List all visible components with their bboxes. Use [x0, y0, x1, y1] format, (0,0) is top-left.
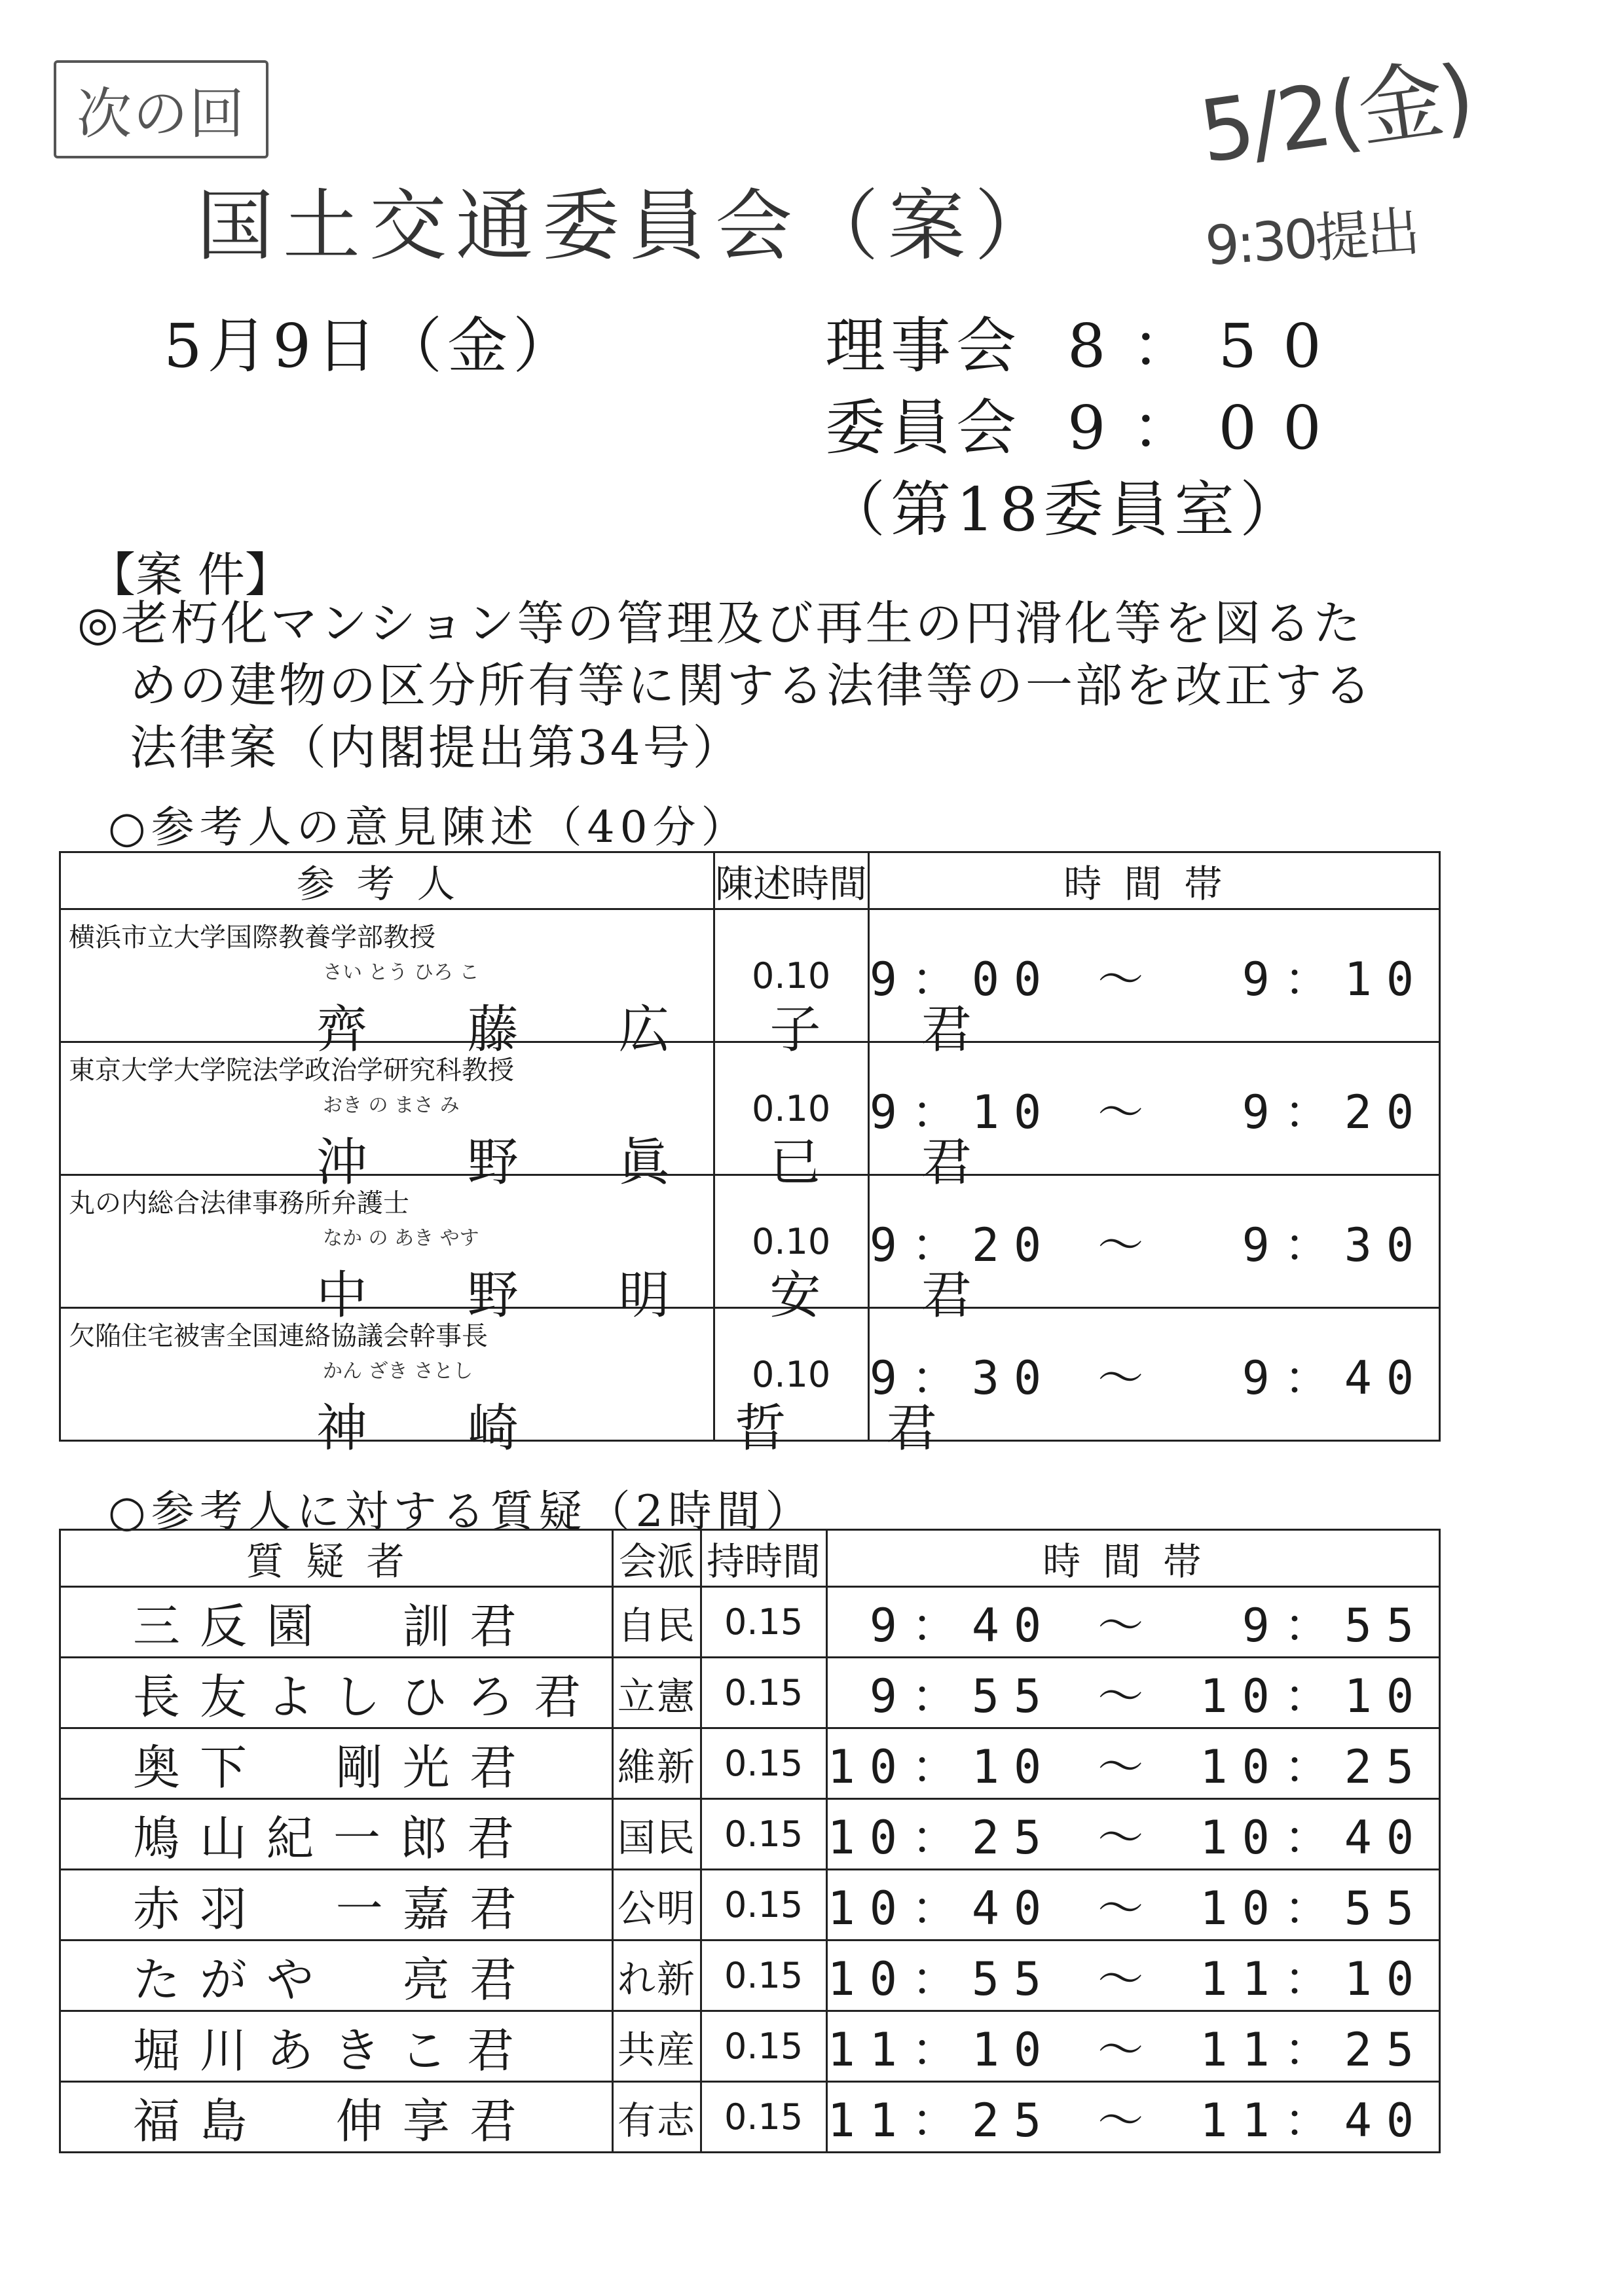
- time-slot: 11：25 ～ 11：40: [826, 2082, 1439, 2153]
- allotted-time: 0.15: [701, 2082, 826, 2153]
- meeting-room: （第18委員室）: [825, 475, 1306, 545]
- table-header-row: [60, 1530, 1440, 1587]
- column-header: 陳述時間: [714, 852, 868, 909]
- allotted-time: 0.15: [701, 1587, 826, 1658]
- witness-furigana: なか の あき やす: [323, 1227, 479, 1250]
- time-slot: 9：55 ～ 10：10: [826, 1658, 1439, 1728]
- party: 共産: [613, 2011, 701, 2082]
- time-slot: 9：00 ～ 9：10: [868, 909, 1439, 1042]
- allotted-time: 0.15: [701, 1870, 826, 1941]
- party: 自民: [613, 1587, 701, 1658]
- column-header: 会派: [613, 1530, 701, 1587]
- handwritten-date-note: 5/2(金): [1193, 45, 1478, 183]
- handwritten-time-note: 9:30提出: [1203, 200, 1420, 278]
- allotted-time: 0.15: [701, 2011, 826, 2082]
- schedule-committee-meeting: [825, 380, 1348, 466]
- table-row: [60, 2011, 1440, 2082]
- time-slot: 9：30 ～ 9：40: [868, 1308, 1439, 1441]
- handwritten-stamp: 次の回: [54, 60, 268, 158]
- party: 国民: [613, 1799, 701, 1870]
- statement-duration: 0.10: [714, 1175, 868, 1308]
- column-header: 持時間: [701, 1530, 826, 1587]
- allotted-time: 0.15: [701, 1658, 826, 1728]
- bill-line: 法律案（内閣提出第34号）: [130, 720, 743, 775]
- questions-table: [59, 1529, 1441, 2153]
- statements-table: [59, 851, 1441, 1458]
- column-header: 参考人: [60, 852, 714, 909]
- table-header-row: [60, 852, 1440, 909]
- document-title: 国土交通委員会（案）: [196, 181, 1061, 271]
- witness-name: 沖 野 眞 已 君: [316, 1133, 1014, 1192]
- witness-affiliation: 丸の内総合法律事務所弁護士: [69, 1188, 409, 1218]
- schedule-time: 8：50: [1067, 311, 1348, 381]
- time-slot: 9：20 ～ 9：30: [868, 1175, 1439, 1308]
- column-header: 時間帯: [826, 1530, 1439, 1587]
- bill-line: めの建物の区分所有等に関する法律等の一部を改正する: [130, 658, 1375, 713]
- column-header: 時間帯: [868, 852, 1439, 909]
- schedule-label: 理事会: [825, 311, 1022, 381]
- witness-name: 中 野 明 安 君: [316, 1266, 1014, 1325]
- witness-furigana: かん ざき さとし: [323, 1360, 473, 1383]
- statement-duration: 0.10: [714, 1308, 868, 1441]
- table-row: [60, 1728, 1440, 1799]
- questioner-name: たがや 亮君: [60, 1941, 613, 2011]
- statement-duration: 0.10: [714, 1042, 868, 1175]
- bill-line: ◎老朽化マンション等の管理及び再生の円滑化等を図るた: [77, 596, 1363, 651]
- time-slot: 10：10 ～ 10：25: [826, 1728, 1439, 1799]
- table-row: [60, 1587, 1440, 1658]
- witness-name: 齊 藤 広 子 君: [316, 1000, 1014, 1059]
- table-row: [60, 1658, 1440, 1728]
- witness-affiliation: 欠陥住宅被害全国連絡協議会幹事長: [69, 1321, 488, 1351]
- questioner-name: 福島 伸享君: [60, 2082, 613, 2153]
- questioner-name: 長友よしひろ君: [60, 1658, 613, 1728]
- party: 維新: [613, 1728, 701, 1799]
- witness-furigana: さい とう ひろ こ: [323, 961, 479, 984]
- witness-affiliation: 横浜市立大学国際教養学部教授: [69, 922, 435, 953]
- witness-furigana: おき の まさ み: [323, 1094, 460, 1117]
- table-row: [60, 1941, 1440, 2011]
- time-slot: 10：40 ～ 10：55: [826, 1870, 1439, 1941]
- statements-heading: ○参考人の意見陳述（40分）: [108, 802, 750, 852]
- table-row: [60, 909, 1440, 1042]
- table-row: [60, 1799, 1440, 1870]
- statement-duration: 0.10: [714, 909, 868, 1042]
- witness-name: 神 崎 哲 君: [316, 1399, 979, 1458]
- questioner-name: 堀川あきこ君: [60, 2011, 613, 2082]
- party: 立憲: [613, 1658, 701, 1728]
- agenda-heading: 【案 件】: [88, 547, 292, 602]
- allotted-time: 0.15: [701, 1728, 826, 1799]
- questioner-name: 奥下 剛光君: [60, 1728, 613, 1799]
- schedule-label: 委員会: [825, 393, 1022, 463]
- time-slot: 11：10 ～ 11：25: [826, 2011, 1439, 2082]
- schedule-board-meeting: [825, 298, 1348, 384]
- party: 公明: [613, 1870, 701, 1941]
- time-slot: 10：55 ～ 11：10: [826, 1941, 1439, 2011]
- meeting-date: 5月9日（金）: [164, 311, 579, 381]
- table-row: [60, 1870, 1440, 1941]
- questioner-name: 鳩山紀一郎君: [60, 1799, 613, 1870]
- time-slot: 9：40 ～ 9：55: [826, 1587, 1439, 1658]
- allotted-time: 0.15: [701, 1799, 826, 1870]
- column-header: 質疑者: [60, 1530, 613, 1587]
- questions-heading: ○参考人に対する質疑（2時間）: [108, 1486, 814, 1537]
- allotted-time: 0.15: [701, 1941, 826, 2011]
- questioner-name: 三反園 訓君: [60, 1587, 613, 1658]
- table-row: [60, 2082, 1440, 2153]
- schedule-time: 9：00: [1067, 393, 1348, 463]
- time-slot: 10：25 ～ 10：40: [826, 1799, 1439, 1870]
- party: 有志: [613, 2082, 701, 2153]
- time-slot: 9：10 ～ 9：20: [868, 1042, 1439, 1175]
- party: れ新: [613, 1941, 701, 2011]
- witness-affiliation: 東京大学大学院法学政治学研究科教授: [69, 1055, 514, 1085]
- questioner-name: 赤羽 一嘉君: [60, 1870, 613, 1941]
- bill-title: [77, 592, 1387, 779]
